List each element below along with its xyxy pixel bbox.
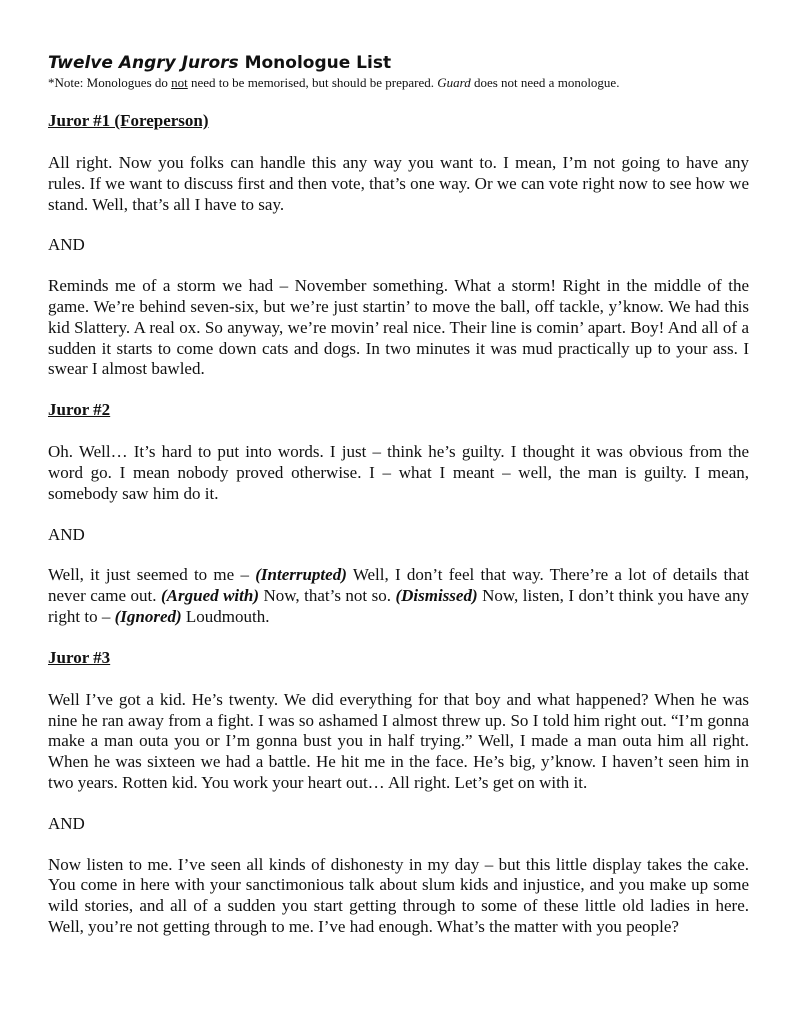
juror-2-monologue-2	[48, 565, 749, 627]
note-italic-word: Guard	[437, 75, 471, 90]
stage-direction-ignored: (Ignored)	[114, 606, 182, 626]
juror-1-section	[48, 111, 749, 380]
title-show-name: Twelve Angry Jurors	[48, 53, 239, 73]
stage-direction-interrupted: (Interrupted)	[255, 565, 347, 585]
juror-2-section	[48, 400, 749, 628]
juror-2-mono2-text-2: Well, I don’t feel that way. There’re a lot of details that never came out.	[48, 565, 749, 606]
note-part-1: *Note: Monologues do	[48, 75, 172, 90]
juror-3-monologue-2: Now listen to me. I’ve seen all kinds of dishonesty in my day – but this little display takes the cake. You come in here with your sanctimonious talk about slum kids and injustice, and you make up some wild stories, and all of a sudden you start getting through to some of these little old ladies in here. Well, you’re not getting through to me. I’ve had enough. What’s the matter with you people?	[48, 854, 749, 936]
juror-2-monologue-1: Oh. Well… It’s hard to put into words. I just – think he’s guilty. I thought it was obvious from the word go. I mean nobody proved otherwise. I – what I meant – well, the man is guilty. I mean, somebody saw him do it.	[48, 442, 749, 503]
juror-3-monologue-1: Well I’ve got a kid. He’s twenty. We did everything for that boy and what happened? When he was nine he ran away from a fight. I was so ashamed I almost threw up. So I told him right out. “I’m gonna make a man outa you or I’m gonna bust you in half trying.” Well, I made a man outa him all right. When he was sixteen we had a battle. He hit me in the face. He’s big, y’know. I haven’t seen him in two years. Rotten kid. You work your heart out… All right. Let’s get on with it.	[48, 689, 749, 792]
note-part-3: does not need a monologue.	[470, 75, 620, 90]
juror-2-mono2-text-4: Now, listen, I don’t think you have any right to –	[48, 586, 749, 626]
juror-1-heading: Juror #1 (Foreperson)	[48, 111, 209, 130]
juror-3-section	[48, 648, 749, 938]
document-title	[48, 53, 749, 73]
juror-1-monologue-2: Reminds me of a storm we had – November something. What a storm! Right in the middle of the game. We’re behind seven-six, but we’re just startin’ to move the ball, off tackle, y’know. We had this kid Slattery. A real ox. So anyway, we’re movin’ real nice. Their line is comin’ apart. Boy! And all of a sudden it starts to come down cats and dogs. In two minutes it was mud practically up to your ass. I swear I almost bawled.	[48, 276, 749, 379]
juror-2-mono2-text-1: Well, it just seemed to me –	[48, 565, 256, 585]
document-page	[48, 53, 749, 938]
juror-1-monologue-1: All right. Now you folks can handle this any way you want to. I mean, I’m not going to have any rules. If we want to discuss first and then vote, that’s one way. Or we can vote right now to see how we stand. Well, that’s all I have to say.	[48, 153, 749, 214]
title-rest: Monologue List	[238, 53, 392, 73]
juror-3-heading: Juror #3	[48, 647, 111, 667]
juror-2-and-separator: AND	[48, 524, 85, 544]
juror-2-mono2-text-3: Now, that’s not so.	[259, 586, 396, 606]
note-part-2: need to be memorised, but should be prepared.	[187, 75, 438, 90]
stage-direction-argued-with: (Argued with)	[161, 586, 259, 606]
juror-2-mono2-text-5: Loudmouth.	[181, 606, 270, 626]
stage-direction-dismissed: (Dismissed)	[395, 586, 478, 606]
juror-2-heading: Juror #2	[48, 400, 111, 420]
note-underlined-word: not	[171, 75, 188, 90]
juror-1-and-separator: AND	[48, 235, 85, 255]
juror-3-and-separator: AND	[48, 813, 85, 833]
preparation-note	[48, 75, 749, 91]
